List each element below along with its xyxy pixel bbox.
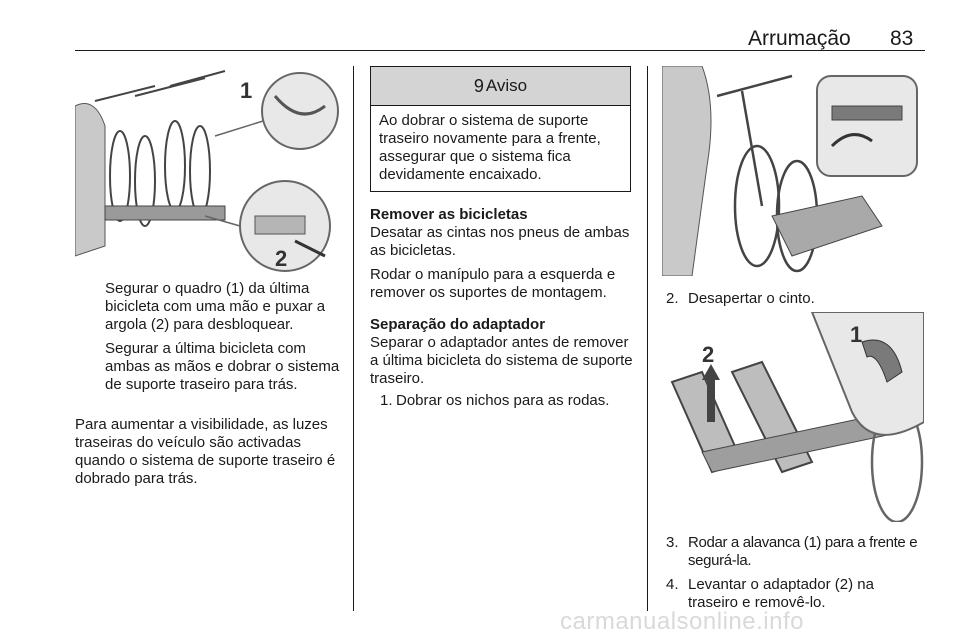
warning-header bbox=[371, 67, 630, 106]
step-fold-text: Segurar a última bicicleta com ambas as mãos e dobrar o sistema de suporte traseiro para trás. bbox=[105, 340, 340, 393]
watermark: carmanualsonline.info bbox=[560, 608, 804, 635]
remove-straps-text: Desatar as cintas nos pneus de ambas as bicicletas. bbox=[370, 224, 630, 259]
adapter-removal-illustration bbox=[662, 312, 924, 522]
step-number-4: 4. bbox=[666, 576, 679, 593]
bike-rack-fold-illustration bbox=[75, 66, 340, 276]
callout-number-1: 1 bbox=[240, 78, 253, 103]
adapter-intro-text: Separar o adaptador antes de remover a última bicicleta do sistema de suporte traseiro. bbox=[370, 334, 633, 387]
column-divider-right bbox=[647, 66, 648, 611]
step-fold-wheel-niches: Dobrar os nichos para as rodas. bbox=[396, 392, 610, 409]
remove-mounts-text: Rodar o manípulo para a esquerda e remover os suportes de montagem. bbox=[370, 266, 616, 301]
warning-box bbox=[370, 66, 631, 192]
visibility-note: Para aumentar a visibilidade, as luzes traseiras do veículo são activadas quando o sistema de suporte traseiro é dobrado para trás. bbox=[75, 416, 336, 487]
section-heading-adapter: Separação do adaptador bbox=[370, 316, 546, 333]
adapter-removal-drawing bbox=[662, 312, 924, 522]
step-rotate-lever: Rodar a alavanca (1) para a frente e segurá-la. bbox=[688, 534, 918, 569]
column-divider-left bbox=[353, 66, 354, 611]
page-number: 83 bbox=[890, 27, 914, 50]
section-heading-remove-bikes: Remover as bicicletas bbox=[370, 206, 528, 223]
warning-icon: 9 bbox=[473, 75, 484, 96]
step-unfasten-belt: Desapertar o cinto. bbox=[688, 290, 815, 307]
bike-rack-drawing bbox=[75, 66, 340, 276]
running-header-title: Arrumação bbox=[748, 27, 851, 50]
callout-number-adapter-2: 2 bbox=[702, 342, 715, 367]
belt-release-illustration bbox=[662, 66, 924, 276]
callout-number-adapter-1: 1 bbox=[850, 322, 863, 347]
step-lift-adapter: Levantar o adaptador (2) na traseiro e removê-lo. bbox=[688, 576, 874, 611]
step-number-1: 1. bbox=[380, 392, 393, 409]
step-release-text: Segurar o quadro (1) da última bicicleta com uma mão e puxar a argola (2) para desbloquear. bbox=[105, 280, 326, 333]
header-rule bbox=[75, 50, 925, 51]
step-number-3: 3. bbox=[666, 534, 679, 551]
warning-title: Aviso bbox=[485, 76, 528, 95]
step-number-2: 2. bbox=[666, 290, 679, 307]
belt-release-drawing bbox=[662, 66, 924, 276]
warning-body: Ao dobrar o sistema de suporte traseiro novamente para a frente, assegurar que o sistema fica devidamente encaixado. bbox=[379, 112, 601, 183]
callout-number-2: 2 bbox=[275, 246, 288, 271]
